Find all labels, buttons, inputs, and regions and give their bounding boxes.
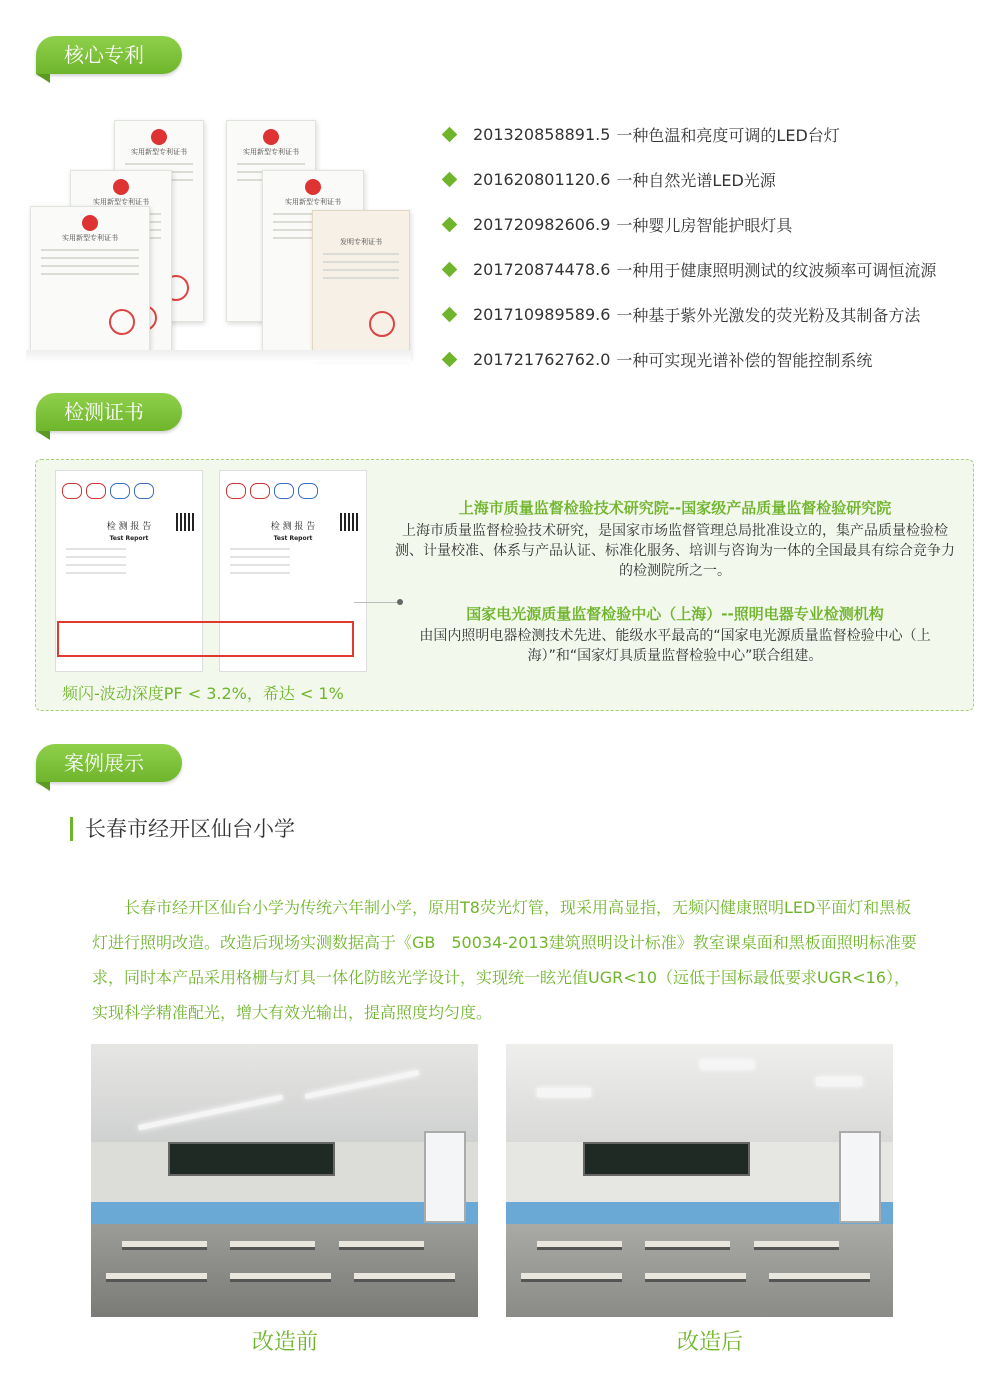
qr-code-icon bbox=[340, 513, 358, 531]
list-item: 201320858891.5 一种色温和亮度可调的LED台灯 bbox=[440, 112, 1000, 157]
invention-certificate: 发明专利证书 bbox=[312, 210, 410, 358]
after-photo bbox=[506, 1044, 893, 1317]
diamond-bullet-icon bbox=[442, 172, 458, 188]
list-item: 201710989589.6 一种基于紫外光激发的荧光粉及其制备方法 bbox=[440, 292, 1000, 337]
test-report-image: 检 测 报 告 Test Report bbox=[55, 470, 203, 672]
qr-code-icon bbox=[176, 513, 194, 531]
cases-section-tab: 案例展示 bbox=[36, 744, 182, 782]
national-emblem-icon bbox=[151, 129, 167, 145]
patent-certificates-image bbox=[26, 112, 411, 357]
test-report-image: 检 测 报 告 Test Report bbox=[219, 470, 367, 672]
national-emblem-icon bbox=[263, 129, 279, 145]
national-emblem-icon bbox=[82, 215, 98, 231]
diamond-bullet-icon bbox=[442, 307, 458, 323]
national-emblem-icon bbox=[113, 179, 129, 195]
cal-logo-icon bbox=[250, 483, 270, 499]
patents-section-tab: 核心专利 bbox=[36, 36, 182, 74]
list-item: 201721762762.0 一种可实现光谱补偿的智能控制系统 bbox=[440, 337, 1000, 382]
utility-certificate: 实用新型专利证书 bbox=[262, 170, 364, 352]
national-emblem-icon bbox=[305, 179, 321, 195]
seal-icon bbox=[369, 311, 395, 337]
before-photo bbox=[91, 1044, 478, 1317]
diamond-bullet-icon bbox=[442, 217, 458, 233]
utility-certificate: 实用新型专利证书 bbox=[30, 206, 150, 356]
utility-certificate: 实用新型专利证书 bbox=[70, 170, 172, 352]
org1-description: 上海市质量监督检验技术研究，是国家市场监督管理总局批准设立的，集产品质量检验检测、计量校准、体系与产品认证、标准化服务、培训与咨询为一体的全国最具有综合竞争力的检测院所之一。 bbox=[395, 523, 955, 579]
ilac-logo-icon bbox=[274, 483, 294, 499]
utility-certificate: 实用新型专利证书 bbox=[114, 120, 204, 322]
window bbox=[839, 1131, 882, 1222]
list-item: 201620801120.6 一种自然光谱LED光源 bbox=[440, 157, 1000, 202]
ilac-logo-icon bbox=[110, 483, 130, 499]
panel-light bbox=[700, 1060, 754, 1069]
cal-logo-icon bbox=[86, 483, 106, 499]
before-caption: 改造前 bbox=[251, 1330, 318, 1355]
diamond-bullet-icon bbox=[442, 352, 458, 368]
list-item: 201720982606.9 一种婴儿房智能护眼灯具 bbox=[440, 202, 1000, 247]
patent-list bbox=[440, 112, 1000, 382]
blackboard bbox=[168, 1142, 335, 1176]
utility-certificate: 实用新型专利证书 bbox=[226, 120, 316, 322]
org1-title: 上海市质量监督检验技术研究院--国家级产品质量监督检验研究院 bbox=[458, 499, 892, 517]
panel-light bbox=[537, 1088, 591, 1097]
cnas-logo-icon bbox=[298, 483, 318, 499]
cma-logo-icon bbox=[226, 483, 246, 499]
connector-line bbox=[354, 602, 400, 603]
window bbox=[424, 1131, 467, 1222]
case-title: 长春市经开区仙台小学 bbox=[70, 817, 295, 841]
diamond-bullet-icon bbox=[442, 127, 458, 143]
org2-description: 由国内照明电器检测技术先进、能级水平最高的“国家电光源质量监督检验中心（上海）”和“国家灯具质量监督检验中心”联合组建。 bbox=[419, 628, 931, 664]
org2-title: 国家电光源质量监督检验中心（上海）--照明电器专业检测机构 bbox=[466, 605, 884, 623]
seal-icon bbox=[109, 309, 135, 335]
diamond-bullet-icon bbox=[442, 262, 458, 278]
highlight-box bbox=[57, 621, 354, 657]
list-item: 201720874478.6 一种用于健康照明测试的纹波频率可调恒流源 bbox=[440, 247, 1000, 292]
flicker-spec-note: 频闪-波动深度PF < 3.2%，希达 < 1% bbox=[62, 684, 344, 703]
cma-logo-icon bbox=[62, 483, 82, 499]
inspection-section-tab: 检测证书 bbox=[36, 393, 182, 431]
case-description: 长春市经开区仙台小学为传统六年制小学，原用T8荧光灯管，现采用高显指，无频闪健康照明LED平面灯和黑板灯进行照明改造。改造后现场实测数据高于《GB 50034-2013建筑照明设计标准》教室课桌面和黑板面照明标准要求，同时本产品采用格栅与灯具一体化防眩光学设计，实现统一眩光值UGR<10（远低于国标最低要求UGR<16），实现科学精准配光，增大有效光输出，提高照度均匀度。 bbox=[92, 898, 917, 1022]
after-caption: 改造后 bbox=[676, 1330, 743, 1355]
blackboard bbox=[583, 1142, 750, 1176]
cnas-logo-icon bbox=[134, 483, 154, 499]
panel-light bbox=[816, 1077, 862, 1086]
